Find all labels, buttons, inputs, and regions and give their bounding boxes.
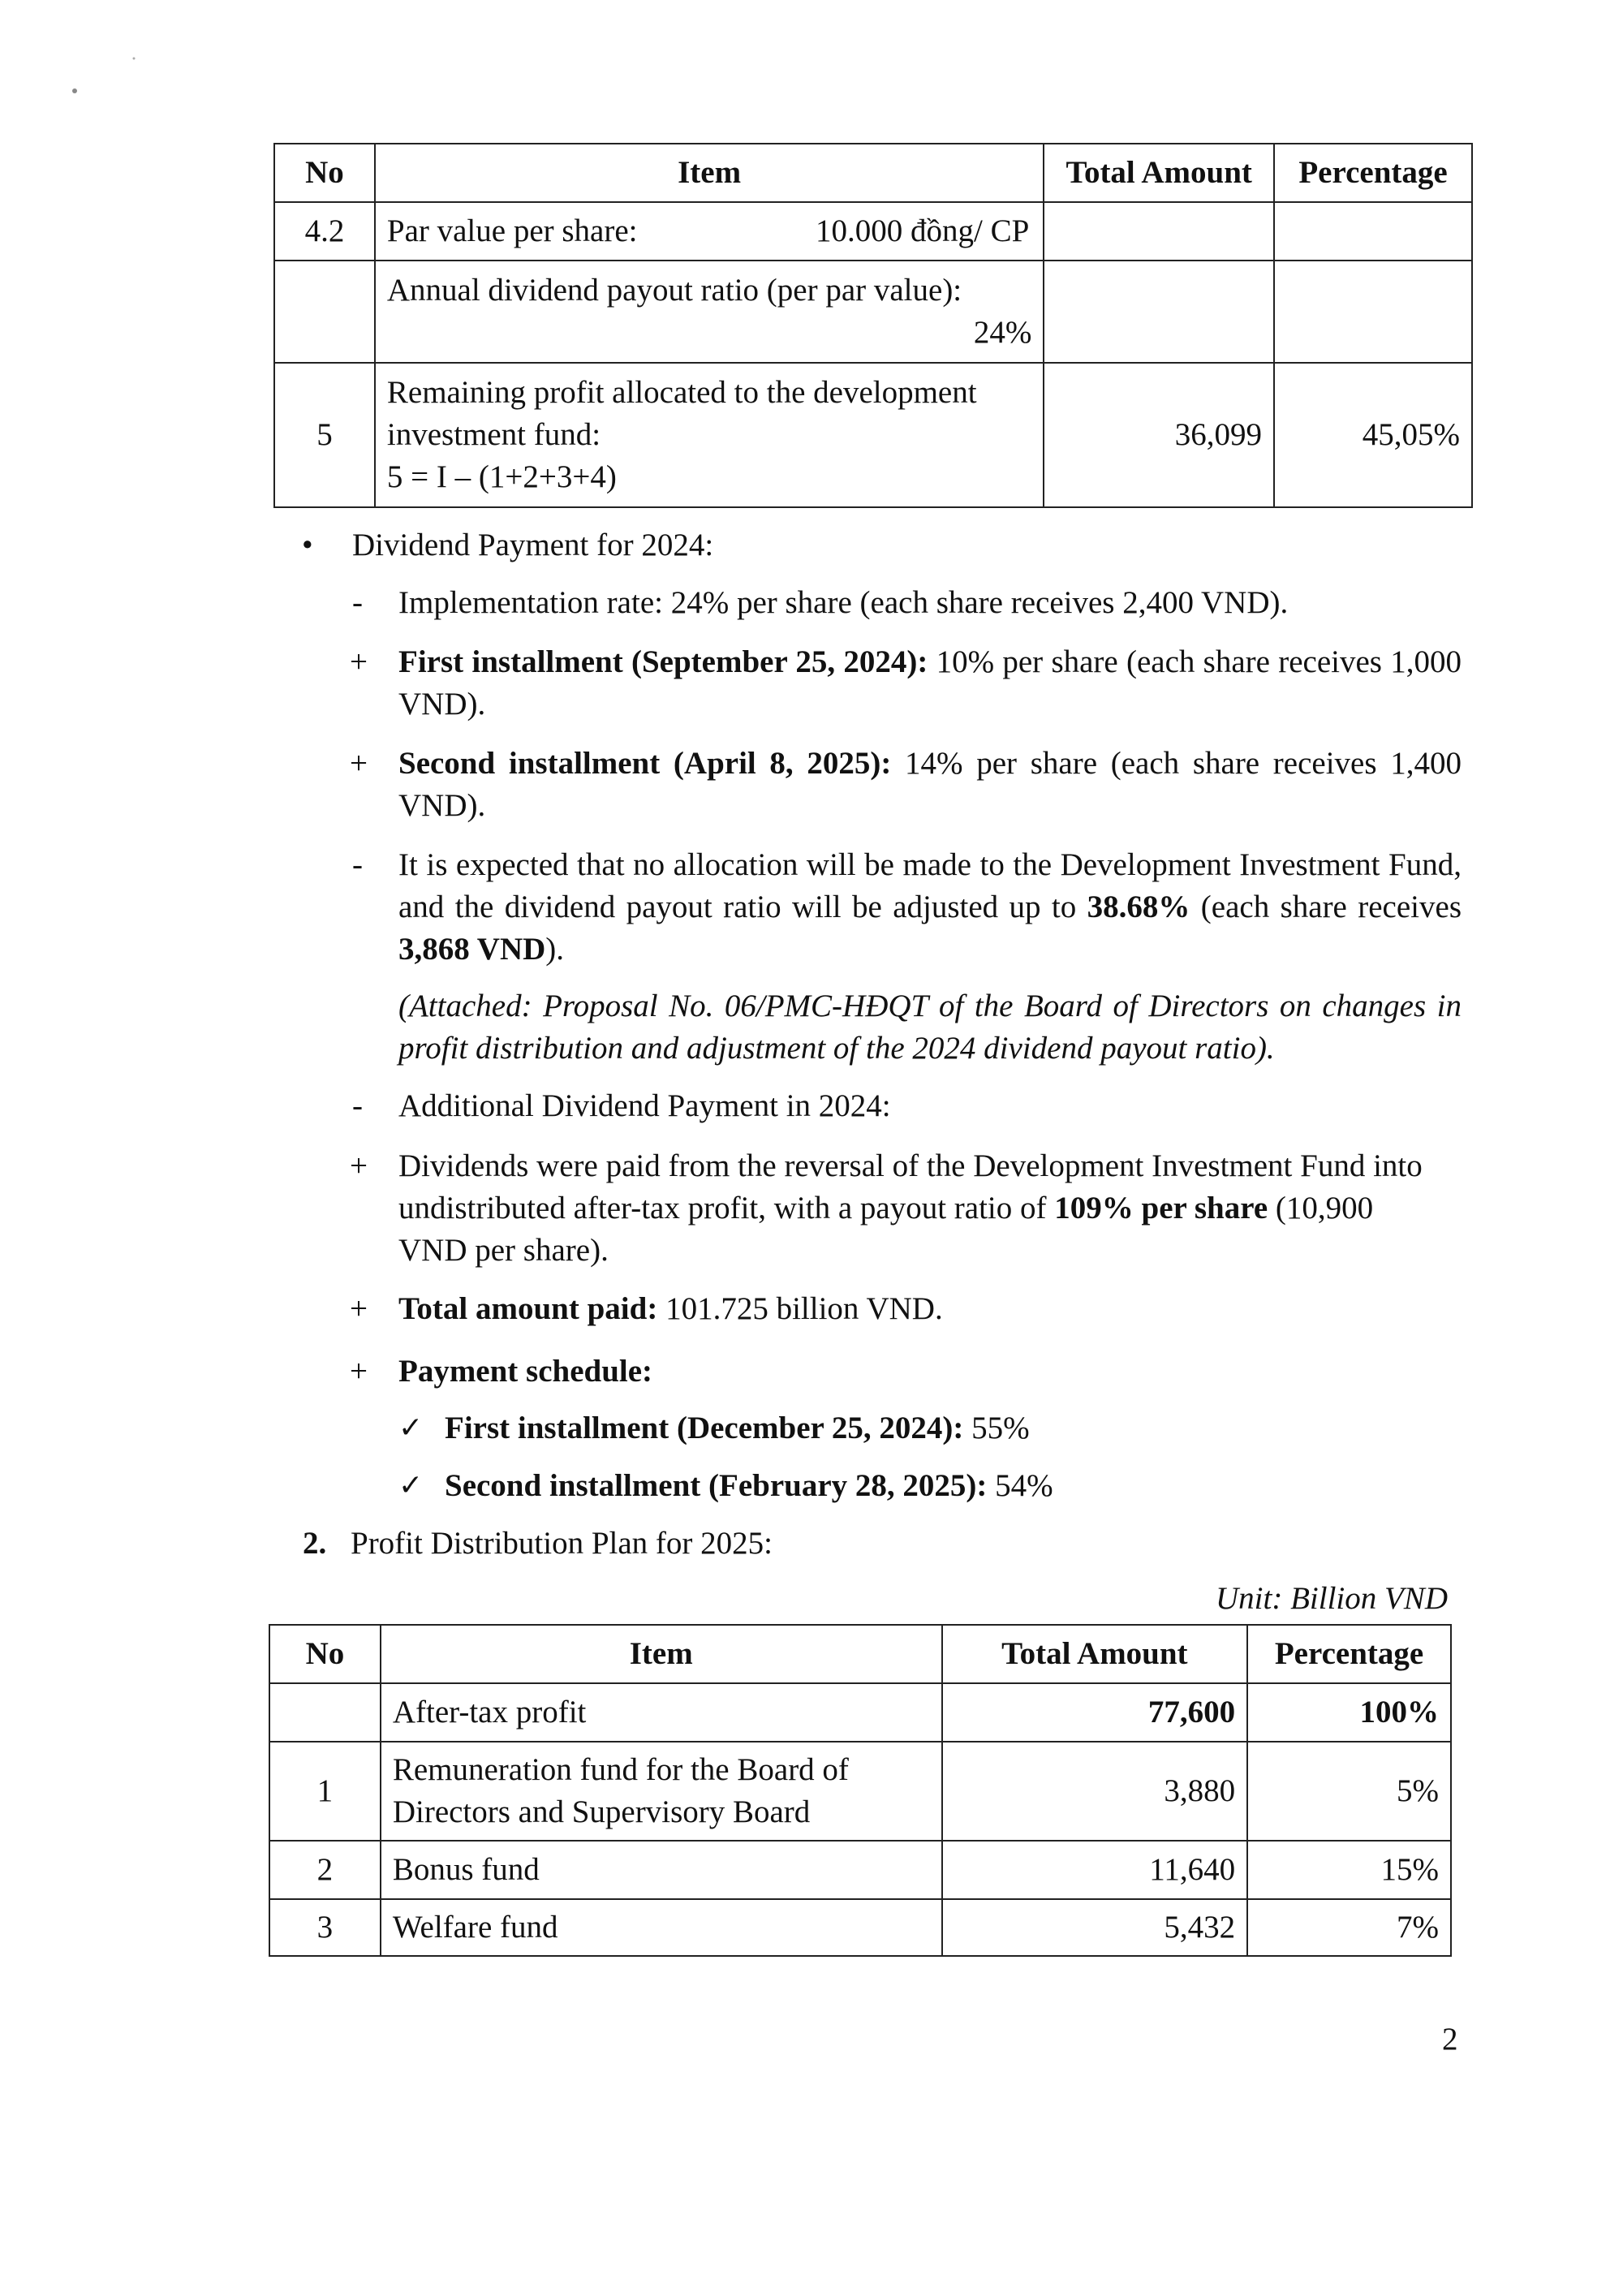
cell-amount [1044,202,1274,261]
cell-percentage [1274,261,1472,363]
bullet-marker: • [302,528,313,562]
cell-amount: 77,600 [942,1683,1247,1742]
cell-item [381,1742,942,1841]
table-header-row [269,1625,1451,1683]
installment-label: First installment (September 25, 2024): [398,644,928,679]
text-run: (each share receives [1190,890,1462,924]
header-percentage: Percentage [1274,144,1472,202]
cell-no: 1 [269,1742,381,1841]
table-row [274,261,1472,363]
dash-marker: - [352,847,363,882]
cell-item [375,261,1044,363]
total-paid-value: 101.725 billion VND. [657,1291,943,1326]
cell-percentage: 5% [1247,1742,1451,1841]
total-paid-label: Total amount paid: [398,1291,658,1326]
list-item: Implementation rate: 24% per share (each share receives 2,400 VND). [398,585,1289,620]
table-row [274,363,1472,507]
list-item [398,743,1462,827]
installment-text: 55% [963,1411,1030,1445]
section-number: 2. [303,1526,327,1561]
table-row [269,1742,1451,1841]
cell-no: 5 [274,363,375,507]
cell-no [269,1683,381,1742]
plus-marker: + [350,644,368,679]
unit-label: Unit: Billion VND [1216,1581,1448,1616]
item-line: Remaining profit allocated to the development [386,375,977,410]
item-line: Directors and Supervisory Board [392,1794,811,1829]
check-icon: ✓ [398,1411,424,1445]
installment-label: First installment (December 25, 2024): [445,1411,964,1445]
header-item: Item [375,144,1044,202]
installment-label: Second installment (February 28, 2025): [445,1468,988,1503]
check-icon: ✓ [398,1469,424,1502]
table-row [274,202,1472,261]
scan-specks [0,0,162,162]
cell-item: After-tax profit [381,1683,942,1742]
installment-text: 10% per share (each share receives 1,000 VND). [398,644,1462,722]
cell-no [274,261,375,363]
cell-item: Welfare fund [381,1899,942,1956]
dividend-table [273,143,1473,508]
cell-amount: 36,099 [1044,363,1274,507]
plus-marker: + [350,1148,368,1183]
text-run: ). [545,932,565,967]
payment-schedule-label: Payment schedule: [398,1354,653,1389]
cell-no: 4.2 [274,202,375,261]
text-run: Dividends were paid from the reversal of the Development Investment Fund into undistributed after-tax profit, with a payout ratio of [398,1148,1423,1226]
section-heading [352,524,713,566]
table-row [269,1841,1451,1899]
cell-no: 2 [269,1841,381,1899]
dash-marker: - [352,1088,363,1123]
item-line: investment fund: [386,417,601,452]
cell-item [375,202,1044,261]
par-value-amount: 10.000 đồng/ CP [816,213,1030,248]
cell-percentage: 100% [1247,1683,1451,1742]
plus-marker: + [350,746,368,781]
list-item [445,1407,1030,1450]
cell-percentage: 7% [1247,1899,1451,1956]
list-item [398,1288,943,1330]
header-item: Item [381,1625,942,1683]
list-item [398,641,1462,726]
header-total-amount: Total Amount [1044,144,1274,202]
cell-item [375,363,1044,507]
header-total-amount: Total Amount [942,1625,1247,1683]
list-item: Additional Dividend Payment in 2024: [398,1088,891,1123]
table-header-row [274,144,1472,202]
header-no: No [269,1625,381,1683]
page-number: 2 [1442,2022,1458,2057]
cell-no: 3 [269,1899,381,1956]
plus-marker: + [350,1291,368,1326]
plus-marker: + [350,1354,368,1389]
list-item [398,1350,652,1393]
payout-ratio-label: Annual dividend payout ratio (per par value): [386,273,962,308]
installment-label: Second installment (April 8, 2025): [398,746,892,781]
payout-ratio-value: 24% [973,315,1032,350]
header-no: No [274,144,375,202]
item-line: Remuneration fund for the Board of [392,1752,849,1787]
header-percentage: Percentage [1247,1625,1451,1683]
item-formula: 5 = I – (1+2+3+4) [386,459,617,494]
list-item [445,1465,1053,1507]
list-item [398,844,1462,971]
cell-amount: 3,880 [942,1742,1247,1841]
installment-text: 14% per share (each share receives 1,400 VND). [398,746,1462,823]
cell-percentage [1274,202,1472,261]
payout-ratio-bold: 109% per share [1054,1191,1268,1226]
cell-amount [1044,261,1274,363]
attached-note: (Attached: Proposal No. 06/PMC-HĐQT of the Board of Directors on changes in profit distribution and adjustment of the 2024 dividend payout ratio). [398,989,1462,1066]
cell-amount: 11,640 [942,1841,1247,1899]
adjusted-ratio: 38.68% [1087,890,1190,924]
par-value-label: Par value per share: [386,213,638,248]
profit-distribution-table [269,1624,1452,1957]
text-run: It is expected that no allocation will be made to the Development Investment Fund, and the dividend payout ratio will be adjusted up to [398,847,1462,924]
section-heading-text: Dividend Payment for 2024: [352,528,714,562]
section-heading: Profit Distribution Plan for 2025: [351,1526,773,1561]
cell-item: Bonus fund [381,1841,942,1899]
list-item [398,1145,1425,1272]
text-run: (10,900 VND per share). [398,1191,1374,1268]
installment-text: 54% [987,1468,1053,1503]
cell-percentage: 45,05% [1274,363,1472,507]
cell-percentage: 15% [1247,1841,1451,1899]
cell-amount: 5,432 [942,1899,1247,1956]
adjusted-amount: 3,868 VND [398,932,546,967]
dash-marker: - [352,585,363,620]
table-row [269,1899,1451,1956]
table-row [269,1683,1451,1742]
